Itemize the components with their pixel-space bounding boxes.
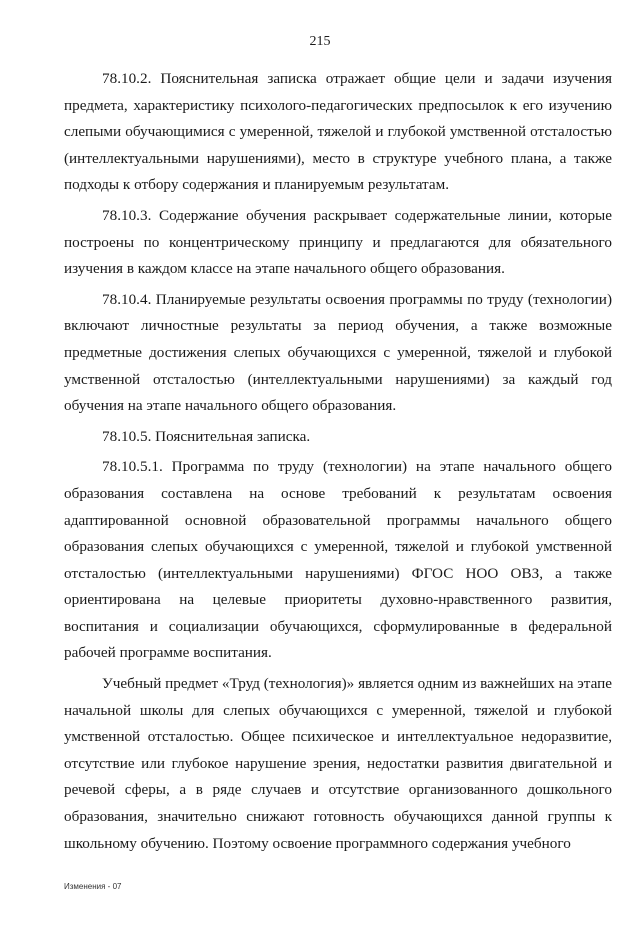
paragraph-78-10-5-1: 78.10.5.1. Программа по труду (технологии) на этапе начального общего образования составлена на основе требований к результатам освоения адаптированной основной образовательной программы начального общего образования слепых обучающихся с умеренной, тяжелой и глубокой умственной отсталостью (интеллектуальными нарушениями) ФГОС НОО ОВЗ, а также ориентирована на целевые приоритеты духовно-нравственного развития, воспитания и социализации обучающихся, сформулированные в федеральной рабочей программе воспитания. <box>64 458 612 662</box>
paragraph-78-10-4: 78.10.4. Планируемые результаты освоения программы по труду (технологии) включают личностные результаты за период обучения, а также возможные предметные достижения слепых обучающихся с умеренной, тяжелой и глубокой умственной отсталостью (интеллектуальными нарушениями) за каждый год обучения на этапе начального общего образования. <box>64 290 612 415</box>
paragraph-78-10-5: 78.10.5. Пояснительная записка. <box>102 427 311 445</box>
revision-footer: Изменения - 07 <box>64 882 122 891</box>
document-body <box>64 66 612 861</box>
paragraph-78-10-2: 78.10.2. Пояснительная записка отражает общие цели и задачи изучения предмета, характеристику психолого-педагогических предпосылок к его изучению слепыми обучающимися с умеренной, тяжелой и глубокой умственной отсталостью (интеллектуальными нарушениями), место в структуре учебного плана, а также подходы к отбору содержания и планируемым результатам. <box>64 70 612 194</box>
paragraph-subject-description: Учебный предмет «Труд (технология)» является одним из важнейших на этапе начальной школы для слепых обучающихся с умеренной, тяжелой и глубокой умственной отсталостью. Общее психическое и интеллектуальное недоразвитие, отсутствие или глубокое нарушение зрения, недостатки развития двигательной и речевой сферы, а в ряде случаев и отсутствие организованного дошкольного образования, значительно снижают готовность обучающихся данной группы к школьному обучению. Поэтому освоение программного содержания учебного <box>64 675 612 852</box>
paragraph-78-10-3: 78.10.3. Содержание обучения раскрывает содержательные линии, которые построены по концентрическому принципу и предлагаются для обязательного изучения в каждом классе на этапе начального общего образования. <box>64 206 612 278</box>
page-number: 215 <box>309 34 331 49</box>
